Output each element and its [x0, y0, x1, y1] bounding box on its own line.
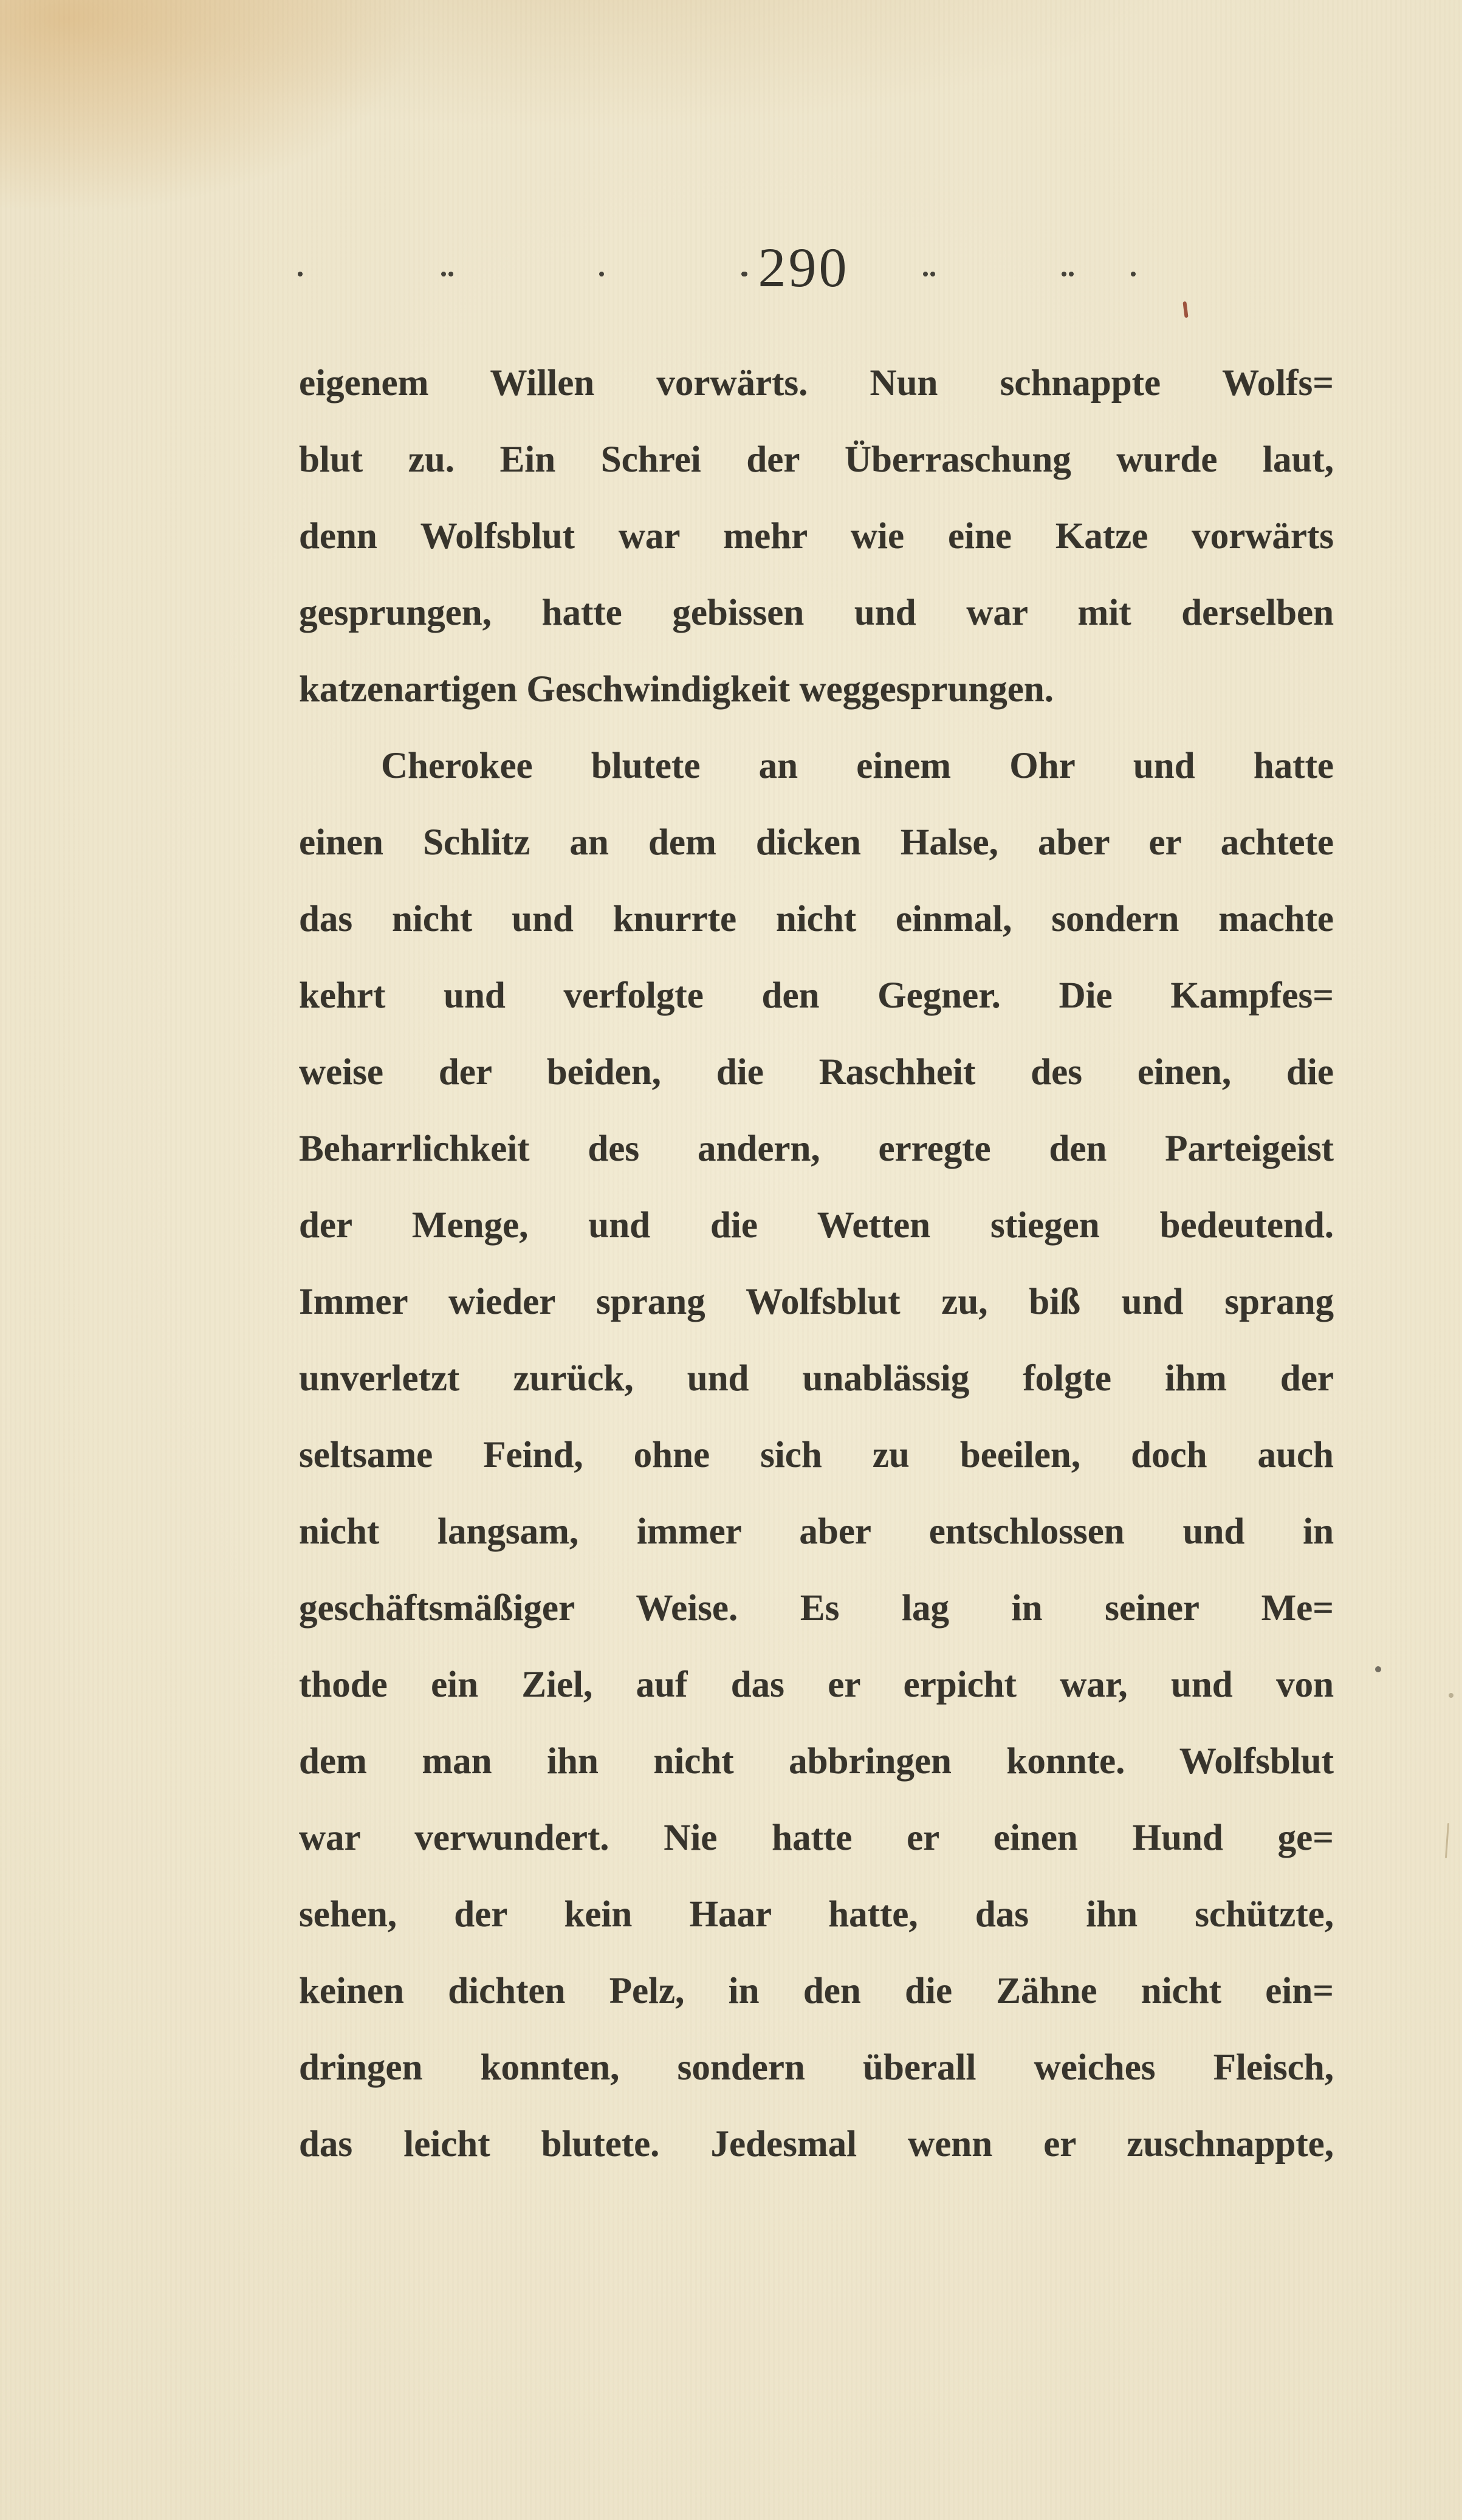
text-line: kehrt und verfolgte den Gegner. Die Kampfes=: [299, 975, 1334, 1016]
text-line: das leicht blutete. Jedesmal wenn er zuschnappte,: [299, 2124, 1334, 2165]
ornament-scroll-left: [297, 249, 747, 286]
text-line: weise der beiden, die Raschheit des einen, die: [299, 1052, 1334, 1093]
text-line: war verwundert. Nie hatte er einen Hund ge=: [299, 1818, 1334, 1858]
text-line: thode ein Ziel, auf das er erpicht war, und von: [299, 1664, 1334, 1705]
text-line: der Menge, und die Wetten stiegen bedeutend.: [299, 1205, 1334, 1246]
running-head: [297, 236, 1206, 298]
text-line: keinen dichten Pelz, in den die Zähne nicht ein=: [299, 1971, 1334, 2011]
text-line: unverletzt zurück, und unablässig folgte ihm der: [299, 1358, 1334, 1399]
text-line: nicht langsam, immer aber entschlossen und in: [299, 1511, 1334, 1552]
text-line: katzenartigen Geschwindigkeit weggesprungen.: [299, 669, 1054, 710]
text-line: gesprungen, hatte gebissen und war mit derselben: [299, 592, 1334, 633]
ink-speck: [1449, 1693, 1453, 1698]
page-number: 290: [758, 236, 849, 298]
text-line: Immer wieder sprang Wolfsblut zu, biß und sprang: [299, 1282, 1334, 1322]
ink-speck: [1375, 1666, 1381, 1672]
page-text: [299, 345, 1334, 2183]
text-line: Beharrlichkeit des andern, erregte den Parteigeist: [299, 1128, 1334, 1169]
text-line: geschäftsmäßiger Weise. Es lag in seiner Me=: [299, 1588, 1334, 1629]
text-line: sehen, der kein Haar hatte, das ihn schützte,: [299, 1894, 1334, 1935]
text-line: denn Wolfsblut war mehr wie eine Katze vorwärts: [299, 516, 1334, 557]
red-ink-speck: [1182, 301, 1188, 318]
text-line: dringen konnten, sondern überall weiches Fleisch,: [299, 2047, 1334, 2088]
text-line: einen Schlitz an dem dicken Halse, aber er achtete: [299, 822, 1334, 863]
text-line: dem man ihn nicht abbringen konnte. Wolfsblut: [299, 1741, 1334, 1782]
text-line: das nicht und knurrte nicht einmal, sondern machte: [299, 899, 1334, 939]
text-line: seltsame Feind, ohne sich zu beeilen, doch auch: [299, 1435, 1334, 1475]
text-line: eigenem Willen vorwärts. Nun schnappte Wolfs=: [299, 363, 1334, 403]
text-line: blut zu. Ein Schrei der Überraschung wurde laut,: [299, 439, 1334, 480]
paper-scratch: [1445, 1823, 1449, 1858]
text-line: Cherokee blutete an einem Ohr und hatte: [381, 746, 1334, 786]
ornament-scroll-right: [860, 249, 1206, 286]
